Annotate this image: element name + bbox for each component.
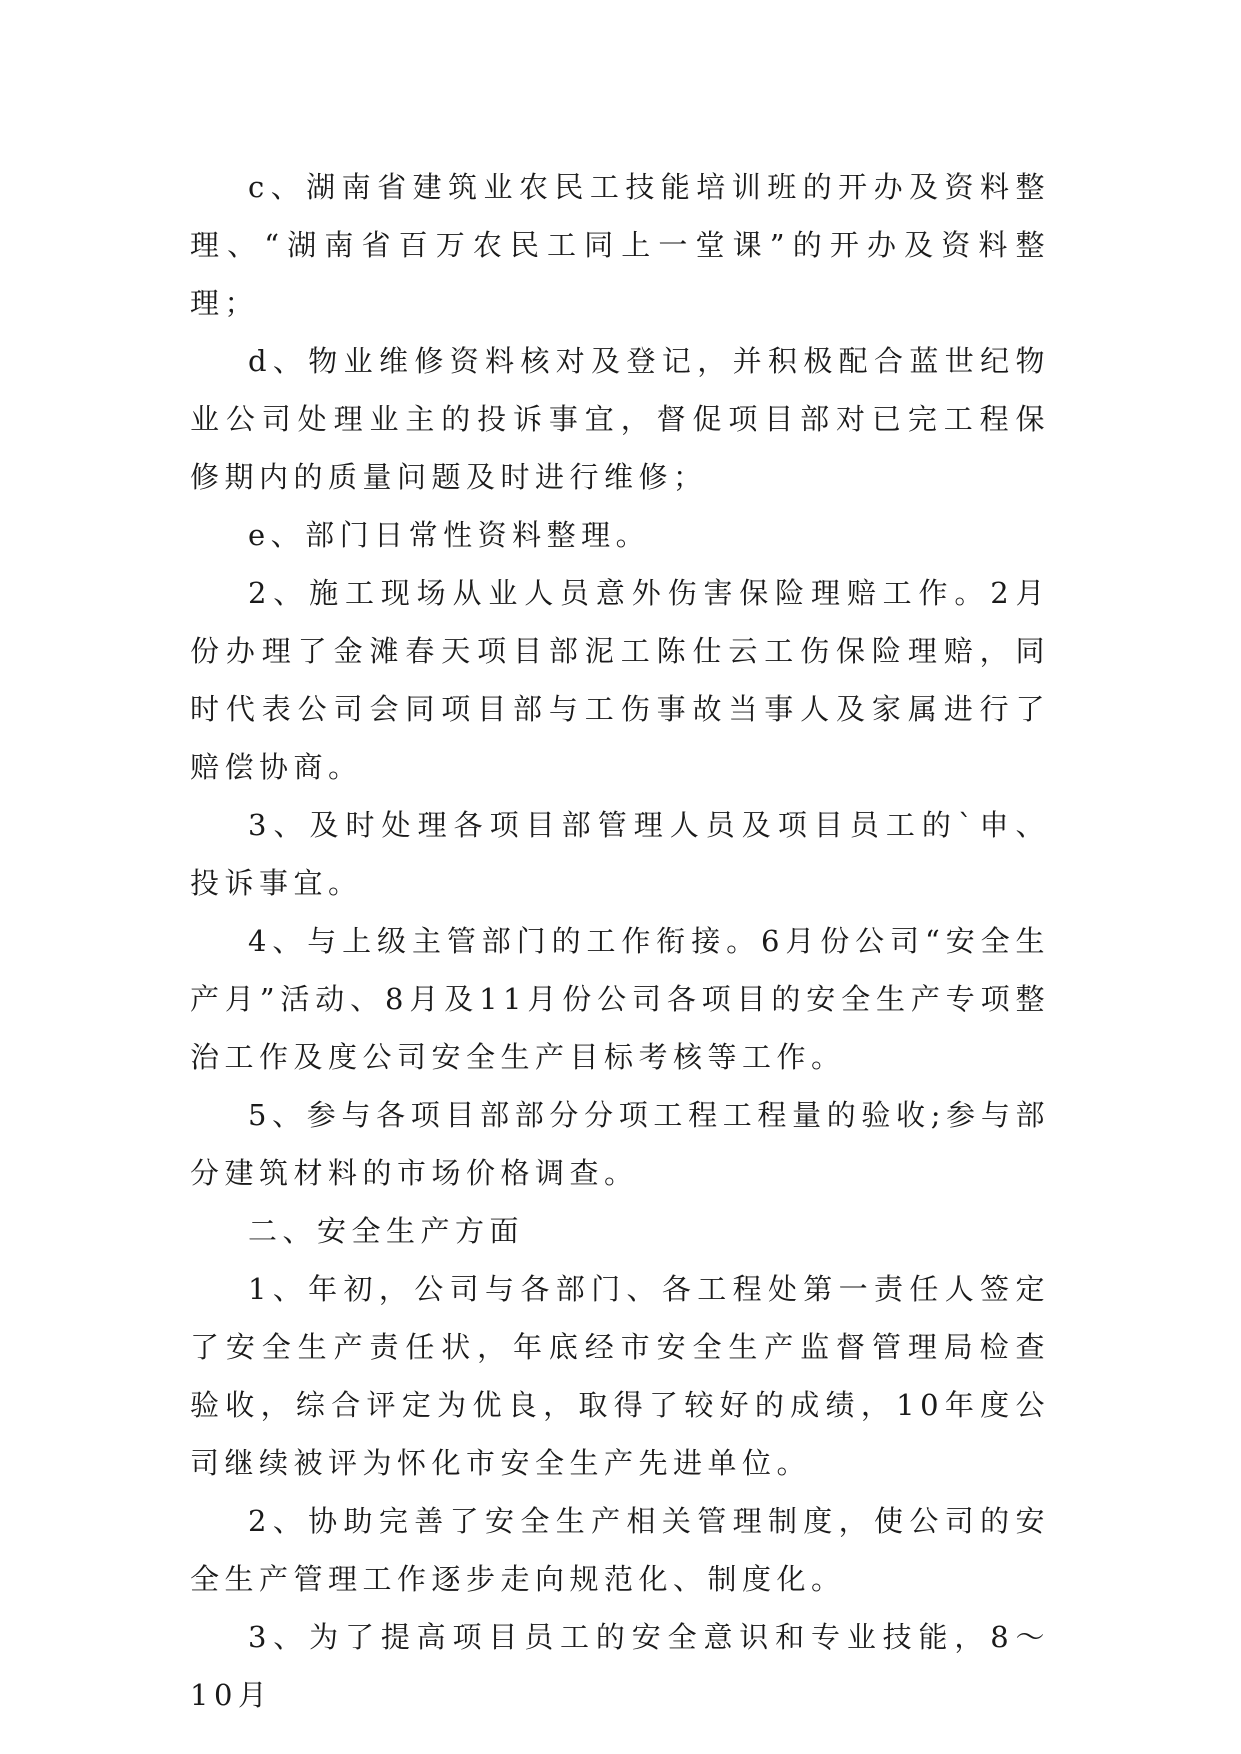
paragraph-2-insurance-claims: 2、施工现场从业人员意外伤害保险理赔工作。2月份办理了金滩春天项目部泥工陈仕云工伤保险理赔，同时代表公司会同项目部与工伤事故当事人及家属进行了赔偿协商。 [190,576,1050,784]
paragraph-c-training-class: c、湖南省建筑业农民工技能培训班的开办及资料整理、“湖南省百万农民工同上一堂课”的开办及资料整理； [190,170,1050,320]
paragraph-3-complaints: 3、及时处理各项目部管理人员及项目员工的`申、投诉事宜。 [190,808,1050,900]
paragraph-4-liaison: 4、与上级主管部门的工作衔接。6月份公司“安全生产月”活动、8月及11月份公司各项目的安全生产专项整治工作及度公司安全生产目标考核等工作。 [190,924,1050,1074]
paragraph-5-acceptance: 5、参与各项目部部分分项工程工程量的验收;参与部分建筑材料的市场价格调查。 [190,1098,1050,1190]
paragraph-1-responsibility: 1、年初，公司与各部门、各工程处第一责任人签定了安全生产责任状，年底经市安全生产监督管理局检查验收，综合评定为优良，取得了较好的成绩，10年度公司继续被评为怀化市安全生产先进单位。 [190,1272,1050,1480]
paragraph-e-daily-records: e、部门日常性资料整理。 [248,518,651,552]
paragraph-3-training: 3、为了提高项目员工的安全意识和专业技能，8～10月 [190,1620,1050,1712]
section-heading-safety: 二、安全生产方面 [248,1214,525,1248]
paragraph-2-regulations: 2、协助完善了安全生产相关管理制度，使公司的安全生产管理工作逐步走向规范化、制度化。 [190,1504,1050,1596]
document-body [190,158,1050,1724]
paragraph-d-property-repair: d、物业维修资料核对及登记，并积极配合蓝世纪物业公司处理业主的投诉事宜，督促项目部对已完工程保修期内的质量问题及时进行维修； [190,344,1050,494]
